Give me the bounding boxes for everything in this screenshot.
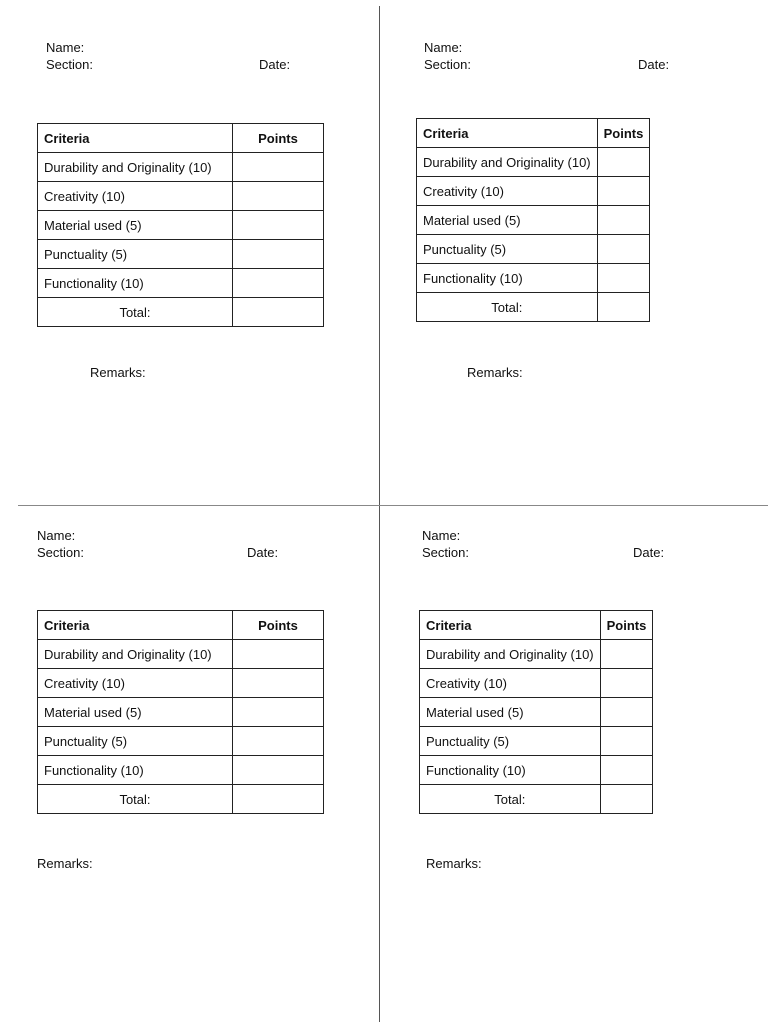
- name-label: Name:: [424, 40, 463, 55]
- points-cell[interactable]: [233, 669, 324, 698]
- points-cell[interactable]: [600, 698, 653, 727]
- criteria-cell: Creativity (10): [417, 177, 598, 206]
- points-header: Points: [233, 124, 324, 153]
- table-row: [420, 698, 653, 727]
- table-row: [417, 148, 650, 177]
- points-cell[interactable]: [597, 264, 650, 293]
- rubric-table: [37, 610, 324, 814]
- table-row: [420, 640, 653, 669]
- table-row: [420, 669, 653, 698]
- section-label: Section:: [37, 545, 84, 560]
- points-header: Points: [600, 611, 653, 640]
- table-row: [420, 756, 653, 785]
- table-row: [38, 727, 324, 756]
- table-row: [38, 756, 324, 785]
- criteria-cell: Material used (5): [420, 698, 601, 727]
- criteria-cell: Punctuality (5): [420, 727, 601, 756]
- total-points-cell[interactable]: [600, 785, 653, 814]
- criteria-cell: Punctuality (5): [38, 240, 233, 269]
- points-cell[interactable]: [597, 206, 650, 235]
- criteria-cell: Durability and Originality (10): [38, 640, 233, 669]
- criteria-cell: Material used (5): [417, 206, 598, 235]
- points-header: Points: [597, 119, 650, 148]
- criteria-cell: Material used (5): [38, 698, 233, 727]
- total-points-cell[interactable]: [233, 785, 324, 814]
- criteria-cell: Functionality (10): [38, 756, 233, 785]
- table-header-row: [38, 611, 324, 640]
- points-cell[interactable]: [600, 756, 653, 785]
- criteria-cell: Punctuality (5): [417, 235, 598, 264]
- points-cell[interactable]: [233, 698, 324, 727]
- total-label: Total:: [420, 785, 601, 814]
- remarks-label: Remarks:: [467, 365, 523, 380]
- date-label: Date:: [259, 57, 291, 72]
- table-row: [420, 727, 653, 756]
- points-cell[interactable]: [600, 669, 653, 698]
- section-label: Section:: [422, 545, 469, 560]
- table-header-row: [417, 119, 650, 148]
- criteria-cell: Durability and Originality (10): [420, 640, 601, 669]
- points-cell[interactable]: [233, 640, 324, 669]
- points-cell[interactable]: [597, 148, 650, 177]
- table-row: [417, 235, 650, 264]
- criteria-cell: Functionality (10): [38, 269, 233, 298]
- criteria-header: Criteria: [38, 124, 233, 153]
- total-row: [420, 785, 653, 814]
- criteria-cell: Creativity (10): [38, 669, 233, 698]
- table-row: [417, 264, 650, 293]
- remarks-label: Remarks:: [37, 856, 93, 871]
- total-points-cell[interactable]: [597, 293, 650, 322]
- name-label: Name:: [37, 528, 76, 543]
- criteria-cell: Functionality (10): [417, 264, 598, 293]
- points-cell[interactable]: [233, 727, 324, 756]
- rubric-table: [419, 610, 653, 814]
- points-header: Points: [233, 611, 324, 640]
- date-label: Date:: [247, 545, 279, 560]
- date-label: Date:: [638, 57, 670, 72]
- criteria-header: Criteria: [417, 119, 598, 148]
- criteria-header: Criteria: [420, 611, 601, 640]
- criteria-cell: Creativity (10): [38, 182, 233, 211]
- points-cell[interactable]: [600, 727, 653, 756]
- remarks-label: Remarks:: [90, 365, 146, 380]
- criteria-header: Criteria: [38, 611, 233, 640]
- section-label: Section:: [46, 57, 93, 72]
- total-row: [417, 293, 650, 322]
- rubric-table: [416, 118, 650, 322]
- date-label: Date:: [633, 545, 665, 560]
- points-cell[interactable]: [233, 756, 324, 785]
- points-cell[interactable]: [597, 177, 650, 206]
- criteria-cell: Creativity (10): [420, 669, 601, 698]
- name-label: Name:: [422, 528, 461, 543]
- total-label: Total:: [417, 293, 598, 322]
- table-row: [38, 669, 324, 698]
- name-label: Name:: [46, 40, 85, 55]
- table-row: [417, 206, 650, 235]
- criteria-cell: Punctuality (5): [38, 727, 233, 756]
- criteria-cell: Durability and Originality (10): [38, 153, 233, 182]
- points-cell[interactable]: [597, 235, 650, 264]
- criteria-cell: Functionality (10): [420, 756, 601, 785]
- table-row: [38, 640, 324, 669]
- section-label: Section:: [424, 57, 471, 72]
- criteria-cell: Durability and Originality (10): [417, 148, 598, 177]
- table-header-row: [420, 611, 653, 640]
- total-label: Total:: [38, 785, 233, 814]
- criteria-cell: Material used (5): [38, 211, 233, 240]
- points-cell[interactable]: [600, 640, 653, 669]
- table-row: [38, 698, 324, 727]
- remarks-label: Remarks:: [426, 856, 482, 871]
- total-row: [38, 785, 324, 814]
- vertical-cut-line: [379, 6, 380, 1022]
- table-row: [417, 177, 650, 206]
- total-label: Total:: [38, 298, 233, 327]
- horizontal-cut-line: [18, 505, 768, 506]
